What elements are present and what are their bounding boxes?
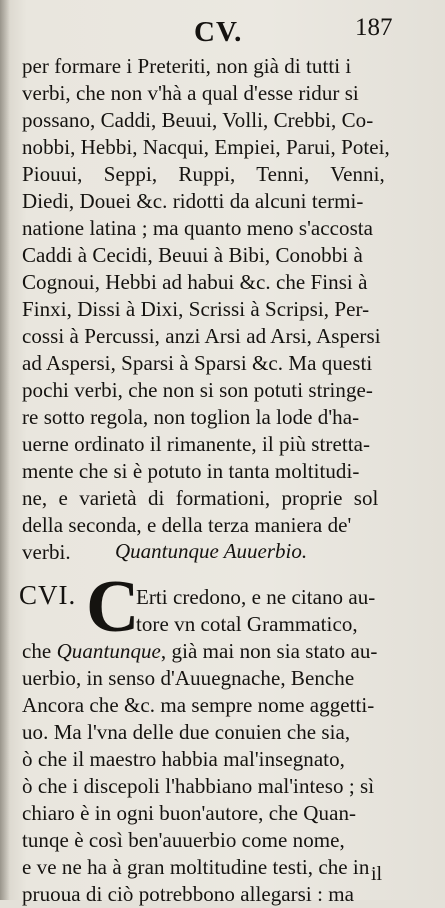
text-line: natione latina ; ma quanto meno s'accosta — [22, 216, 374, 240]
page-number: 187 — [355, 14, 393, 41]
text-line: Caddi à Cecidi, Beuui à Bibi, Conobbi à — [22, 243, 363, 267]
text-line: tunqe è così ben'auuerbio come nome, — [22, 828, 345, 852]
text-line: pruoua di ciò potrebbono allegarsi : ma — [22, 882, 355, 906]
page-header — [0, 14, 445, 50]
text-line: verbi, che non v'hà a qual d'esse ridur si — [22, 81, 359, 105]
text-line: e ve ne ha à gran moltitudine testi, che in — [22, 855, 370, 879]
text-line: verbi. — [22, 540, 71, 564]
text-line: ò che i discepoli l'habbiano mal'inteso ; sì — [22, 774, 375, 798]
text-line: Cognoui, Hebbi ad habui &c. che Finsi à — [22, 270, 368, 294]
catchword: il — [371, 863, 383, 885]
text-line: re sotto regola, non toglion la lode d'ha- — [22, 405, 360, 429]
text-line: uo. Ma l'vna delle due conuien che sia, — [22, 720, 351, 744]
text-line: Erti credono, e ne citano au- — [136, 585, 376, 609]
running-head: CV. — [194, 16, 243, 48]
text-line: ad Aspersi, Sparsi à Sparsi &c. Ma questi — [22, 351, 373, 375]
text-run: , già mai non sia stato au- — [160, 639, 378, 663]
text-line: Finxi, Dissi à Dixi, Scrissi à Scripsi, Per- — [22, 297, 370, 321]
text-line: Piouui, Seppi, Ruppi, Tenni, Venni, — [22, 162, 385, 186]
gutter-shadow — [0, 0, 10, 900]
text-line: uerne ordinato il rimanente, il più stretta- — [22, 432, 371, 456]
text-line: della seconda, e della terza maniera de' — [22, 513, 352, 537]
text-line: cossi à Percussi, anzi Arsi ad Arsi, Aspersi — [22, 324, 381, 348]
text-line: mente che si è potuto in tanta moltitudi- — [22, 459, 360, 483]
text-line: tore vn cotal Grammatico, — [136, 612, 358, 636]
text-line: ò che il maestro habbia mal'insegnato, — [22, 747, 345, 771]
section-subheading: Quantunque Auuerbio. — [115, 539, 308, 563]
italic-term: Quantunque — [56, 639, 161, 663]
text-line: nobbi, Hebbi, Nacqui, Empiei, Parui, Potei, — [22, 135, 390, 159]
text-line: ne, e varietà di formationi, proprie sol — [22, 486, 379, 510]
text-line: possano, Caddi, Beuui, Volli, Crebbi, Co- — [22, 108, 374, 132]
text-run: che — [22, 639, 57, 663]
text-line: chiaro è in ogni buon'autore, che Quan- — [22, 801, 357, 825]
text-line: Ancora che &c. ma sempre nome aggetti- — [22, 693, 375, 717]
text-line: Diedi, Douei &c. ridotti da alcuni termi- — [22, 189, 364, 213]
drop-cap: C — [86, 566, 140, 648]
text-line — [22, 638, 377, 665]
text-line: per formare i Preteriti, non già di tutti i — [22, 54, 352, 78]
text-line: pochi verbi, che non si son potuti stringe- — [22, 378, 373, 402]
section-number: CVI. — [19, 580, 77, 610]
text-line: uerbio, in senso d'Auuegnache, Benche — [22, 666, 355, 690]
